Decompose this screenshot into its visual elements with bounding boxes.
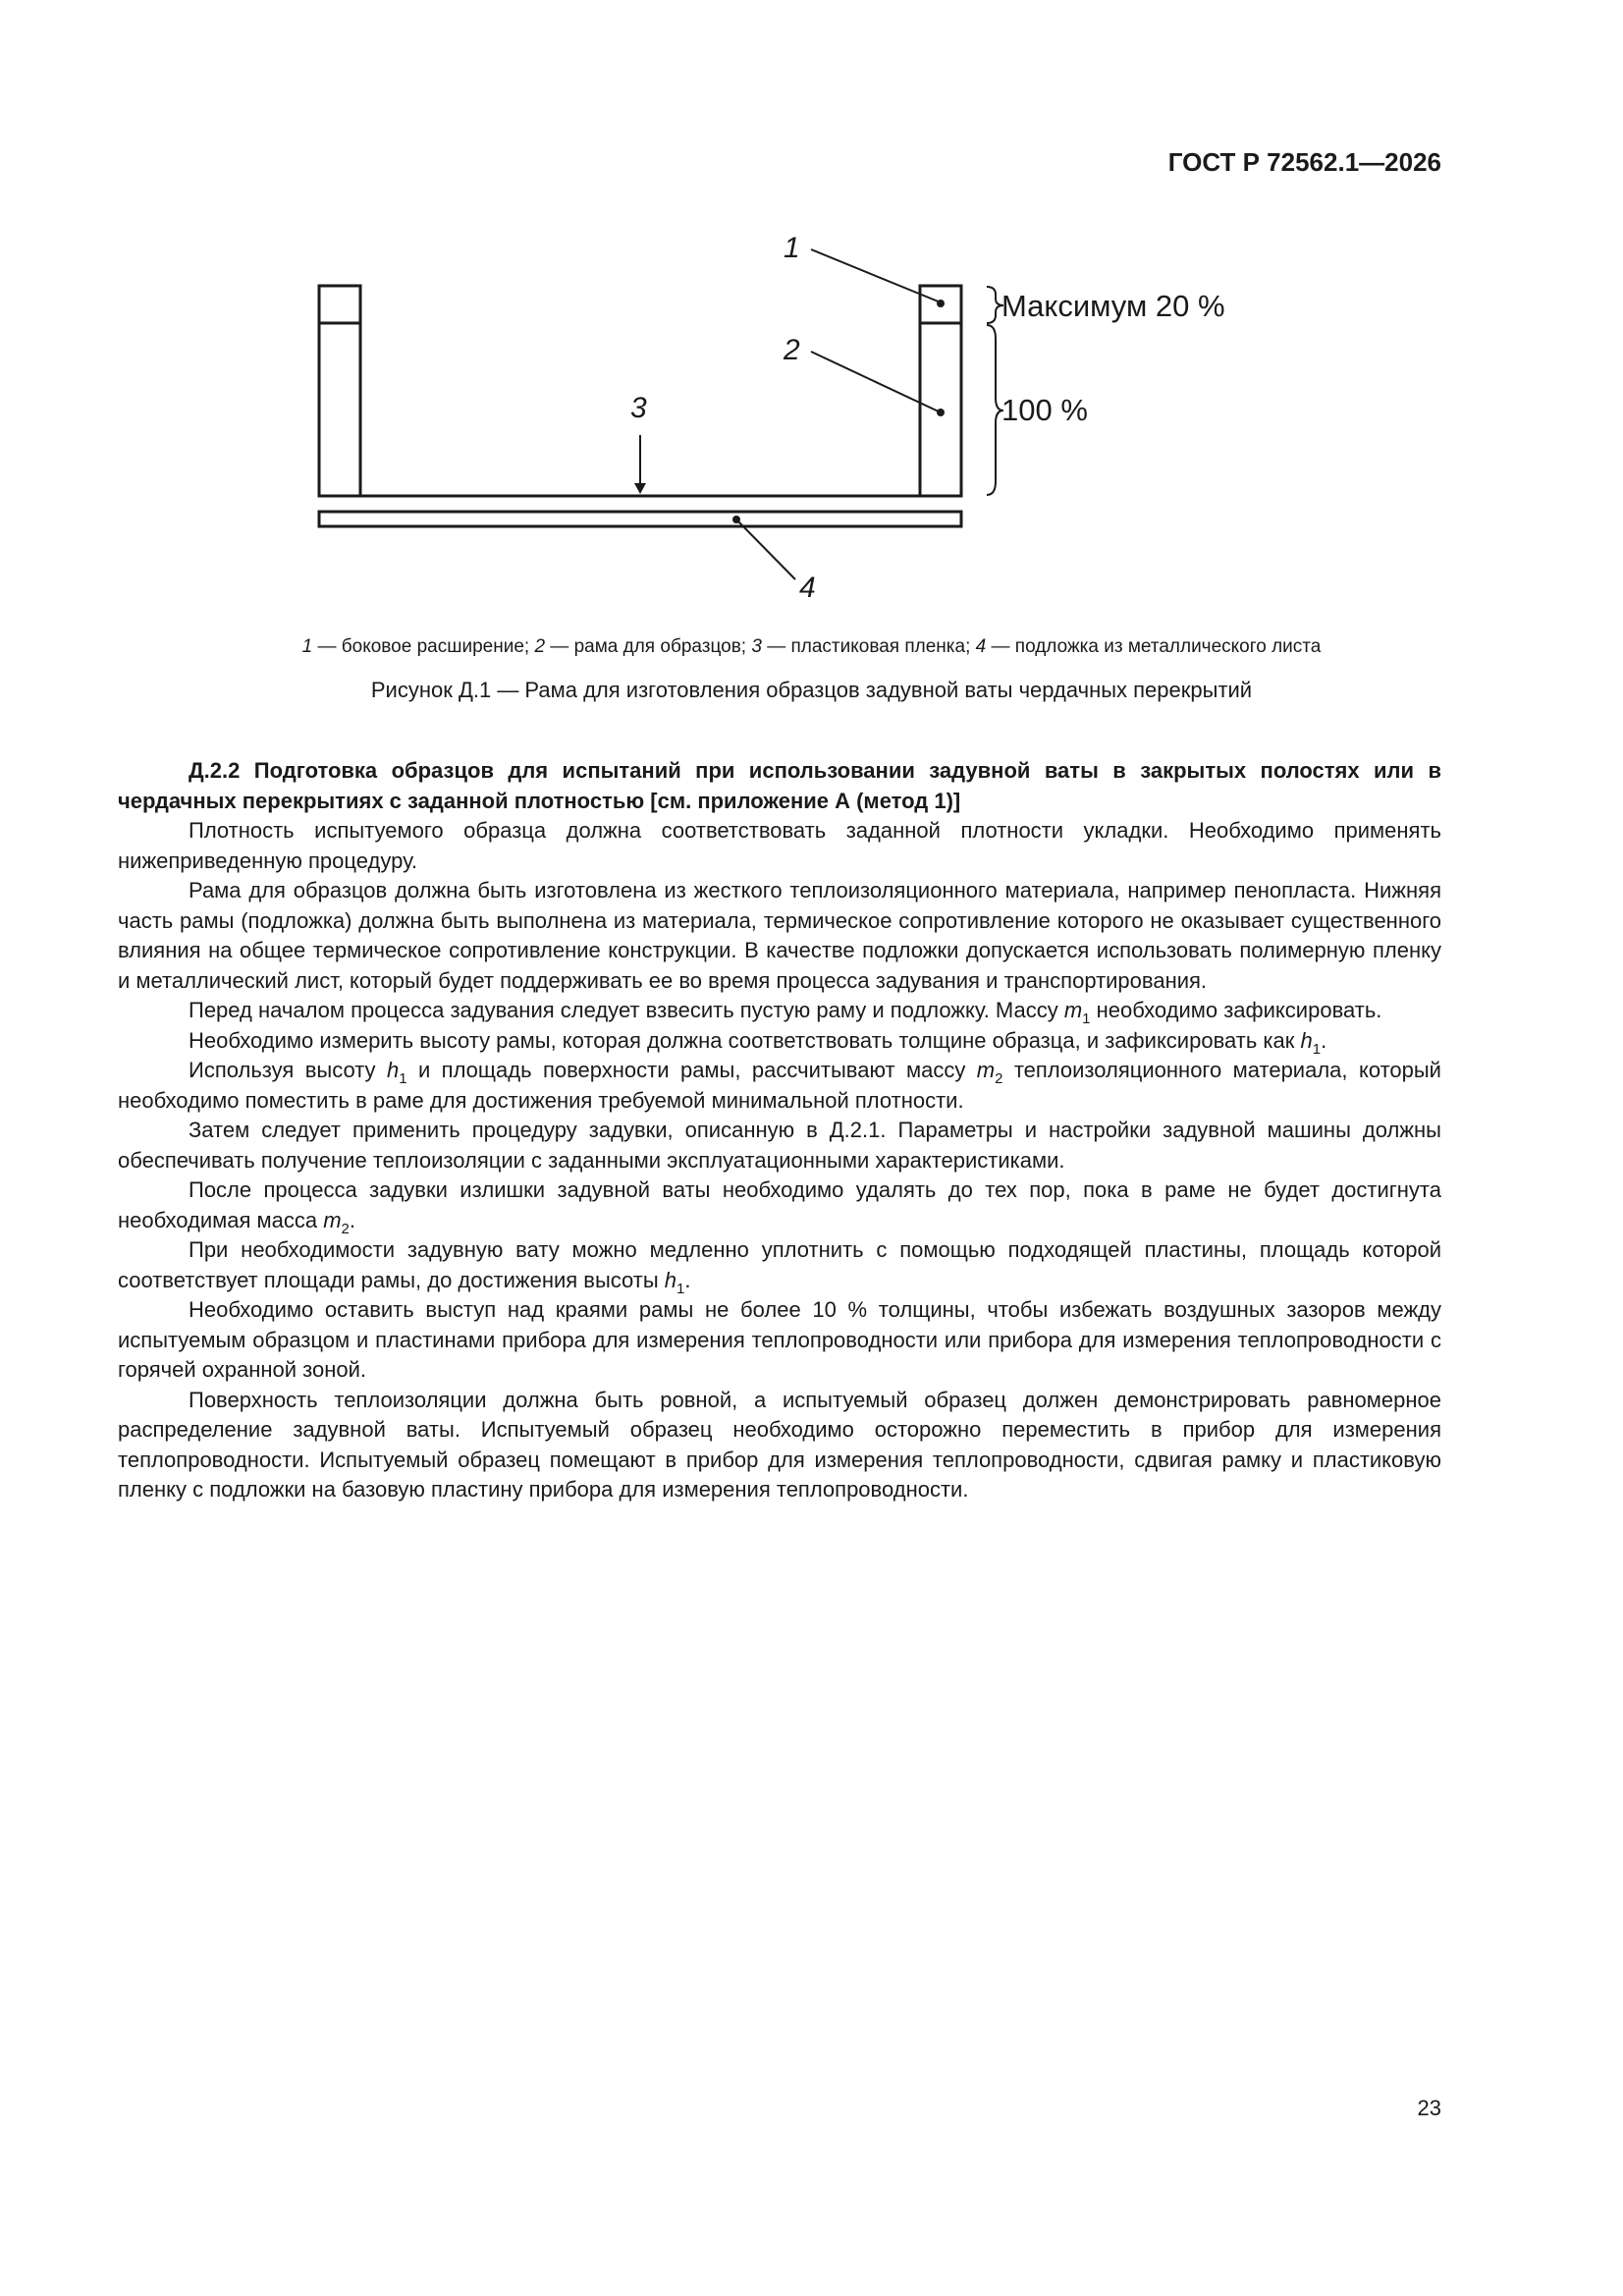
- label-4: 4: [799, 572, 816, 604]
- section-heading: Д.2.2 Подготовка образцов для испытаний при использовании задувной ваты в закрытых полостях или в чердачных перекрытиях с заданной плотностью [см. приложение А (метод 1)]: [118, 758, 1441, 813]
- metal-sheet-substrate: [319, 512, 961, 526]
- paragraph: Рама для образцов должна быть изготовлена из жесткого теплоизоляционного материала, например пенопласта. Нижняя часть рамы (подложка) должна быть выполнена из материала, термическое сопротивление которого не оказывает существенного влияния на общее термическое сопротивление конструкции. В качестве подложки допускается использовать полимерную пленку и металлический лист, который будет поддерживать ее во время процесса задувания и транспортирования.: [118, 878, 1441, 993]
- paragraph: Затем следует применить процедуру задувки, описанную в Д.2.1. Параметры и настройки задувной машины должны обеспечивать получение теплоизоляции с заданными эксплуатационными характеристиками.: [118, 1118, 1441, 1173]
- paragraph: Перед началом процесса задувания следует взвесить пустую раму и подложку. Массу $m_1$ необходимо зафиксировать.: [189, 998, 1382, 1027]
- paragraph: Необходимо измерить высоту рамы, которая должна соответствовать толщине образца, и зафиксировать как $h_1$.: [189, 1027, 1327, 1058]
- left-wall-extension: [319, 286, 360, 323]
- paragraph: Используя высоту $h_1$ и площадь поверхности рамы, рассчитывают массу $m_2$ теплоизоляционного материала, который необходимо поместить в раме для достижения требуемой минимальной плотности.: [118, 1058, 1441, 1113]
- point-4: [732, 516, 740, 523]
- point-1: [937, 300, 945, 307]
- paragraph: Необходимо оставить выступ над краями рамы не более 10 % толщины, чтобы избежать воздушных зазоров между испытуемым образцом и пластинами прибора для измерения теплопроводности или прибора для измерения теплопроводности с горячей охранной зоной.: [118, 1297, 1441, 1382]
- paragraph: Поверхность теплоизоляции должна быть ровной, а испытуемый образец должен демонстрировать равномерное распределение задувной ваты. Испытуемый образец необходимо осторожно переместить в прибор для измерения теплопроводности. Испытуемый образец помещают в прибор для измерения теплопроводности, сдвигая рамку и пластиковую пленку с подложки на базовую пластину прибора для измерения теплопроводности.: [118, 1387, 1441, 1502]
- section-body: [118, 756, 1441, 1505]
- annotation-max: Максимум 20 %: [1001, 289, 1225, 323]
- left-wall: [319, 323, 360, 496]
- document-code: ГОСТ Р 72562.1—2026: [1167, 147, 1441, 177]
- annotation-full: 100 %: [1001, 393, 1088, 427]
- figure-legend: 1 — боковое расширение; 2 — рама для образцов; 3 — пластиковая пленка; 4 — подложка из металлического листа: [301, 636, 1322, 657]
- leader-4: [736, 519, 795, 579]
- paragraph: Плотность испытуемого образца должна соответствовать заданной плотности укладки. Необходимо применять нижеприведенную процедуру.: [118, 818, 1441, 873]
- label-1: 1: [784, 232, 800, 264]
- point-2: [937, 409, 945, 416]
- paragraph: При необходимости задувную вату можно медленно уплотнить с помощью подходящей пластины, площадь которой соответствует площади рамы, до достижения высоты $h_1$.: [118, 1237, 1441, 1297]
- paragraph: После процесса задувки излишки задувной ваты необходимо удалять до тех пор, пока в раме не будет достигнута необходимая масса $m_2$.: [118, 1177, 1441, 1237]
- leader-1: [811, 249, 941, 302]
- label-3: 3: [630, 392, 647, 424]
- page-number: 23: [1417, 2096, 1441, 2120]
- label-2: 2: [784, 334, 800, 366]
- figure-caption: Рисунок Д.1 — Рама для изготовления образцов задувной ваты чердачных перекрытий: [370, 678, 1253, 702]
- arrow-3: [634, 483, 646, 494]
- frame-figure: [0, 0, 1623, 629]
